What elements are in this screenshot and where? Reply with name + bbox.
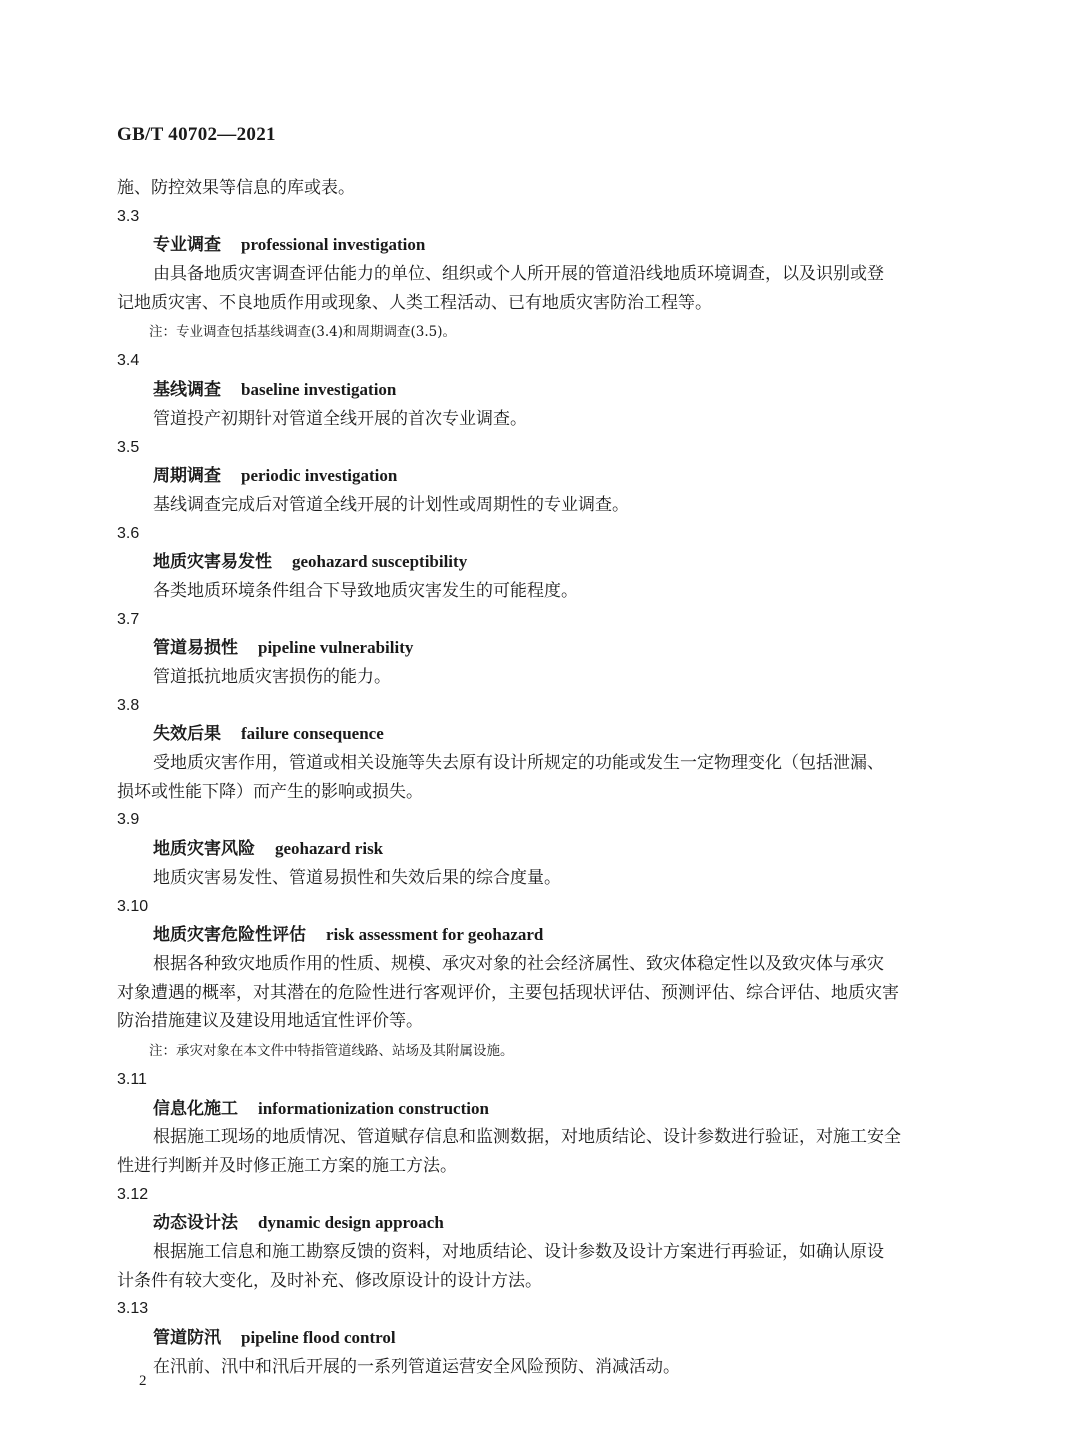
clause-number: 3.8 <box>117 696 140 714</box>
term-title <box>117 462 962 491</box>
term-en: professional investigation <box>241 235 426 255</box>
definition-line: 损坏或性能下降）而产生的影响或损失。 <box>117 781 423 802</box>
term-en: failure consequence <box>241 724 384 744</box>
term-title <box>117 1324 962 1353</box>
page-number: 2 <box>139 1373 147 1389</box>
term-en: geohazard susceptibility <box>292 552 468 572</box>
term-zh: 专业调查 <box>153 235 221 256</box>
term-title <box>117 548 962 577</box>
definition-line: 性进行判断并及时修正施工方案的施工方法。 <box>117 1156 457 1176</box>
term-zh: 地质灾害易发性 <box>153 552 272 573</box>
definition-line: 计条件有较大变化，及时补充、修改原设计的设计方法。 <box>117 1270 542 1291</box>
definition-line: 对象遭遇的概率，对其潜在的危险性进行客观评价，主要包括现状评估、预测评估、综合评估、地质灾害 <box>117 982 899 1003</box>
term-zh: 地质灾害危险性评估 <box>153 925 306 946</box>
continued-definition: 施、防控效果等信息的库或表。 <box>117 178 355 198</box>
terms-content <box>117 174 962 1382</box>
definition-line: 根据施工现场的地质情况、管道赋存信息和监测数据，对地质结论、设计参数进行验证，对施工安全 <box>153 1127 901 1148</box>
term-title <box>117 1209 962 1238</box>
term-en: risk assessment for geohazard <box>326 925 544 945</box>
definition-line: 受地质灾害作用，管道或相关设施等失去原有设计所规定的功能或发生一定物理变化（包括泄漏、 <box>153 753 884 774</box>
term-zh: 地质灾害风险 <box>153 839 255 860</box>
term-title <box>117 231 962 260</box>
term-zh: 失效后果 <box>153 724 221 745</box>
definition-line: 管道投产初期针对管道全线开展的首次专业调查。 <box>153 408 527 429</box>
definition-line: 管道抵抗地质灾害损伤的能力。 <box>153 667 391 687</box>
term-en: pipeline vulnerability <box>258 638 414 658</box>
definition-line: 在汛前、汛中和汛后开展的一系列管道运营安全风险预防、消减活动。 <box>153 1356 680 1377</box>
term-title <box>117 921 962 950</box>
term-zh: 周期调查 <box>153 466 221 487</box>
term-zh: 基线调查 <box>153 380 221 401</box>
definition-line: 基线调查完成后对管道全线开展的计划性或周期性的专业调查。 <box>153 494 629 515</box>
definition-line: 记地质灾害、不良地质作用或现象、人类工程活动、已有地质灾害防治工程等。 <box>117 292 712 313</box>
clause-number: 3.13 <box>117 1300 149 1318</box>
term-title <box>117 1095 962 1124</box>
clause-number: 3.10 <box>117 897 149 915</box>
clause-number: 3.12 <box>117 1185 149 1203</box>
clause-number: 3.5 <box>117 438 140 456</box>
clause-number: 3.9 <box>117 811 140 829</box>
term-en: baseline investigation <box>241 380 397 400</box>
note: 注：承灾对象在本文件中特指管道线路、站场及其附属设施。 <box>149 1042 514 1059</box>
term-en: informationization construction <box>258 1098 489 1118</box>
definition-line: 各类地质环境条件组合下导致地质灾害发生的可能程度。 <box>153 580 578 601</box>
clause-number: 3.4 <box>117 352 140 370</box>
clause-number: 3.3 <box>117 207 140 225</box>
term-title <box>117 634 962 663</box>
clause-number: 3.11 <box>117 1070 147 1088</box>
term-en: geohazard risk <box>275 839 384 859</box>
term-zh: 管道易损性 <box>153 638 238 659</box>
definition-line: 地质灾害易发性、管道易损性和失效后果的综合度量。 <box>153 867 561 888</box>
clause-number: 3.6 <box>117 524 140 542</box>
term-zh: 管道防汛 <box>153 1328 221 1349</box>
term-title <box>117 376 962 405</box>
note: 注：专业调查包括基线调查(3.4)和周期调查(3.5)。 <box>149 324 457 341</box>
definition-line: 由具备地质灾害调查评估能力的单位、组织或个人所开展的管道沿线地质环境调查，以及识别或登 <box>153 264 884 285</box>
clause-number: 3.7 <box>117 610 140 628</box>
term-en: periodic investigation <box>241 466 398 486</box>
standard-number-header: GB/T 40702—2021 <box>117 124 276 145</box>
term-zh: 信息化施工 <box>153 1098 238 1119</box>
term-title <box>117 720 962 749</box>
definition-line: 防治措施建议及建设用地适宜性评价等。 <box>117 1011 423 1032</box>
term-en: dynamic design approach <box>258 1213 444 1233</box>
definition-line: 根据各种致灾地质作用的性质、规模、承灾对象的社会经济属性、致灾体稳定性以及致灾体与承灾 <box>153 953 884 974</box>
definition-line: 根据施工信息和施工勘察反馈的资料，对地质结论、设计参数及设计方案进行再验证，如确认原设 <box>153 1242 884 1263</box>
term-zh: 动态设计法 <box>153 1213 238 1234</box>
term-title <box>117 835 962 864</box>
term-en: pipeline flood control <box>241 1328 396 1348</box>
